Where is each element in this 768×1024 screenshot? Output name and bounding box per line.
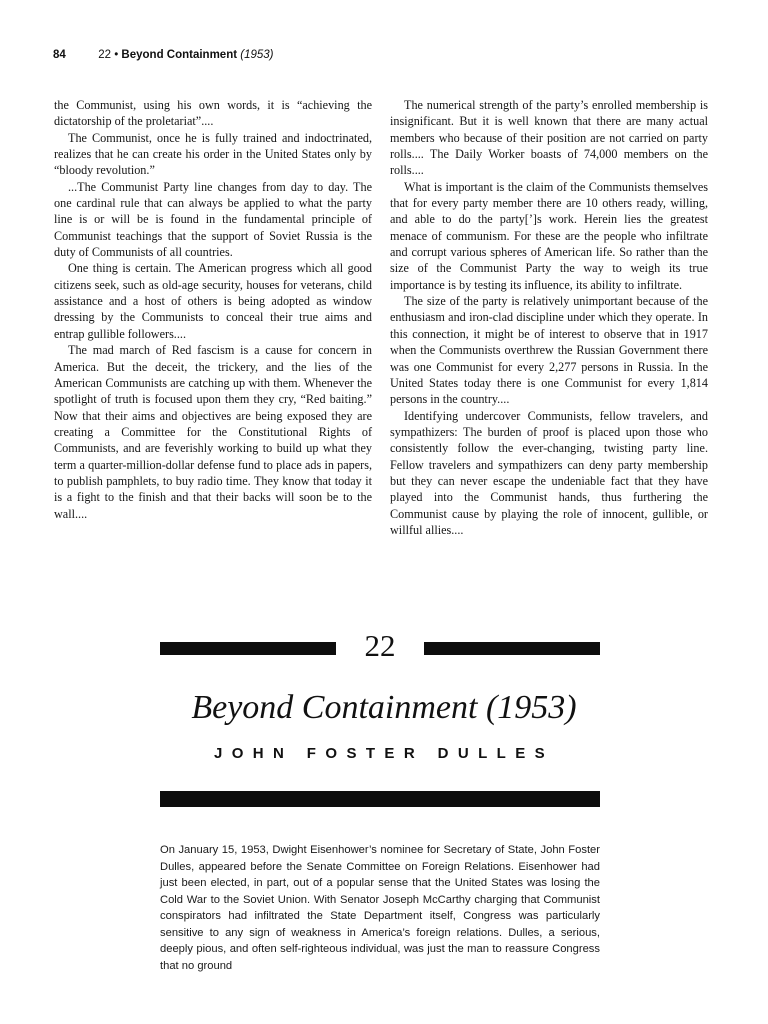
- page-number: 84: [53, 49, 66, 61]
- running-head: [53, 49, 274, 61]
- chapter-rule-bottom: [160, 791, 600, 807]
- chapter-rule-left: [160, 642, 336, 655]
- chapter-rule-right: [424, 642, 600, 655]
- left-paragraph-2: The Communist, once he is fully trained and indoctrinated, realizes that he can create his order in the United States only by “bloody revolution.”: [54, 130, 372, 178]
- right-paragraph-3: The size of the party is relatively unimportant because of the enthusiasm and iron-clad discipline under which they operate. In this connection, it might be of interest to observe that in 1917 when the Communists overthrew the Russian Government there was one Communist for every 2,277 persons in Russia. In the United States today there is one Communist for every 1,814 persons in the country....: [390, 294, 708, 407]
- left-text-column: [54, 97, 372, 522]
- running-head-chapter: 22 •: [98, 49, 119, 61]
- left-paragraph-4: One thing is certain. The American progress which all good citizens seek, such as old-age security, houses for veterans, child assistance and a host of others is being adopted as window dressing by the Communists to conceal their true aims and entrap gullible followers....: [54, 261, 372, 341]
- running-head-title: Beyond Containment: [121, 49, 238, 61]
- intro-paragraph: On January 15, 1953, Dwight Eisenhower’s nominee for Secretary of State, John Foster Dulles, appeared before the Senate Committee on Foreign Relations. Eisenhower had just been elected, in part, out of a popular sense that the United States was losing the Cold War to the Soviet Union. With Senator Joseph McCarthy charging that Communist conspirators had infiltrated the State Department itself, Congress was particularly sensitive to any sign of weakness in America’s foreign relations. Dulles, a serious, deeply pious, and often self-righteous individual, was just the man to reassure Congress that no ground: [160, 844, 600, 972]
- right-paragraph-4: Identifying undercover Communists, fellow travelers, and sympathizers: The burden of proof is placed upon those who consistently follow the ever-changing, twisting party line. Fellow travelers and sympathizers can deny party membership but they can never escape the undeniable fact that they have played into the Communist hands, thus furthering the Communist cause by playing the role of innocent, gullible, or willful allies....: [390, 408, 708, 537]
- left-paragraph-3: ...The Communist Party line changes from day to day. The one cardinal rule that can always be applied to what the party line is or will be is found in the fundamental principle of Communist teachings that the support of Soviet Russia is the duty of Communists of all countries.: [54, 179, 372, 260]
- chapter-author: JOHN FOSTER DULLES: [213, 745, 555, 762]
- chapter-number: 22: [364, 628, 396, 663]
- running-head-year: (1953): [240, 49, 274, 61]
- left-paragraph-5: The mad march of Red fascism is a cause for concern in America. But the deceit, the trickery, and the lies of the American Communists are catching up with them. Whenever the spotlight of truth is focused upon them they cry, “Red baiting.” Now that their aims and objectives are being exposed they are creating a Committee for the Constitutional Rights of Communists, and are feverishly working to build up what they term a quarter-million-dollar defense fund to place ads in papers, to publish pamphlets, to buy radio time. They know that today it is a fight to the finish and that their backs will soon be to the wall....: [54, 343, 372, 521]
- left-paragraph-1: the Communist, using his own words, it is “achieving the dictatorship of the proletariat”....: [54, 98, 372, 129]
- chapter-introduction: [160, 842, 600, 974]
- chapter-title: Beyond Containment (1953): [191, 689, 577, 726]
- right-paragraph-2: What is important is the claim of the Communists themselves that for every party member there are 10 others ready, willing, and able to do the party[’]s work. Herein lies the greatest menace of communism. For these are the people who infiltrate and corrupt various spheres of American life. So rather than the size of the Communist Party the way to weigh its true importance is by testing its influence, its ability to infiltrate.: [390, 179, 708, 292]
- right-text-column: [390, 97, 708, 538]
- right-paragraph-1: The numerical strength of the party’s enrolled membership is insignificant. But it is well known that there are many actual members who because of their position are not carried on party rolls.... The Daily Worker boasts of 74,000 members on the rolls....: [390, 98, 708, 178]
